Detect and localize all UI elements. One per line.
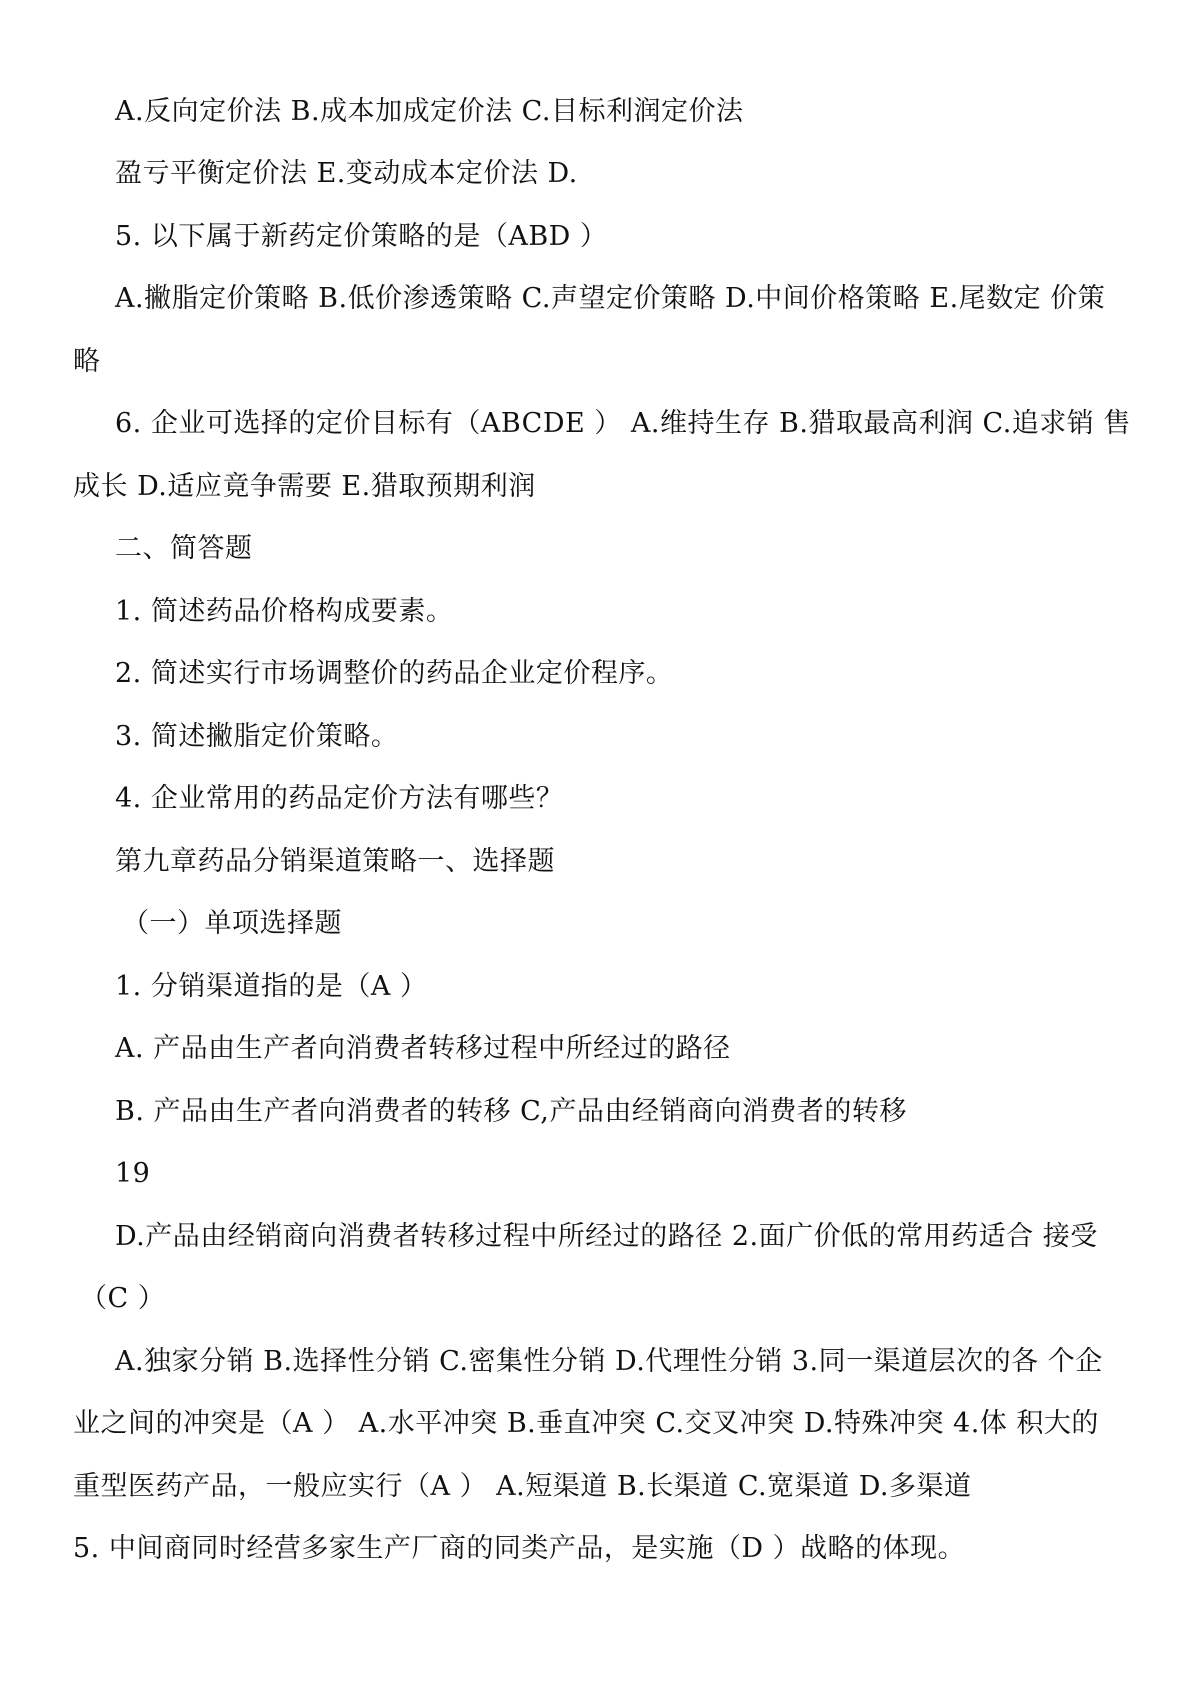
text-line: 成长 D.适应竟争需要 E.猎取预期利润 [73, 471, 536, 502]
page-number: 19 [115, 1158, 151, 1189]
short-answer-1: 1. 简述药品价格构成要素。 [115, 596, 454, 627]
question-1: 1. 分销渠道指的是（A ） [115, 971, 428, 1002]
section-heading: 二、简答题 [115, 533, 253, 564]
question-5-channel: 5. 中间商同时经营多家生产厂商的同类产品，是实施（D ）战略的体现。 [73, 1533, 966, 1564]
text-line: 业之间的冲突是（A ） A.水平冲突 B.垂直冲突 C.交叉冲突 D.特殊冲突 4.体 积大的 [73, 1408, 1099, 1439]
question-5: 5. 以下属于新药定价策略的是（ABD ） [115, 221, 608, 252]
short-answer-4: 4. 企业常用的药品定价方法有哪些？ [115, 783, 564, 814]
text-line: D.产品由经销商向消费者转移过程中所经过的路径 2.面广价低的常用药适合 接受 [115, 1221, 1098, 1252]
text-line: B. 产品由生产者向消费者的转移 C,产品由经销商向消费者的转移 [115, 1096, 907, 1127]
subsection-heading: （一）单项选择题 [122, 908, 342, 939]
short-answer-3: 3. 简述撇脂定价策略。 [115, 721, 399, 752]
text-line: 盈亏平衡定价法 E.变动成本定价法 D. [115, 158, 578, 189]
short-answer-2: 2. 简述实行市场调整价的药品企业定价程序。 [115, 658, 674, 689]
question-6: 6. 企业可选择的定价目标有（ABCDE ） A.维持生存 B.猎取最高利润 C.追求销 售 [115, 408, 1131, 439]
text-line: A.撇脂定价策略 B.低价渗透策略 C.声望定价策略 D.中间价格策略 E.尾数定 价策 [115, 283, 1106, 314]
text-line: （C ） [80, 1283, 166, 1314]
text-line: A.反向定价法 B.成本加成定价法 C.目标利润定价法 [115, 96, 744, 127]
text-line: 重型医药产品，一般应实行（A ） A.短渠道 B.长渠道 C.宽渠道 D.多渠道 [73, 1471, 972, 1502]
text-line: A. 产品由生产者向消费者转移过程中所经过的路径 [115, 1033, 731, 1064]
text-line: A.独家分销 B.选择性分销 C.密集性分销 D.代理性分销 3.同一渠道层次的各 个企 [115, 1346, 1103, 1377]
chapter-heading: 第九章药品分销渠道策略一、选择题 [115, 846, 555, 877]
text-line: 略 [73, 346, 101, 377]
